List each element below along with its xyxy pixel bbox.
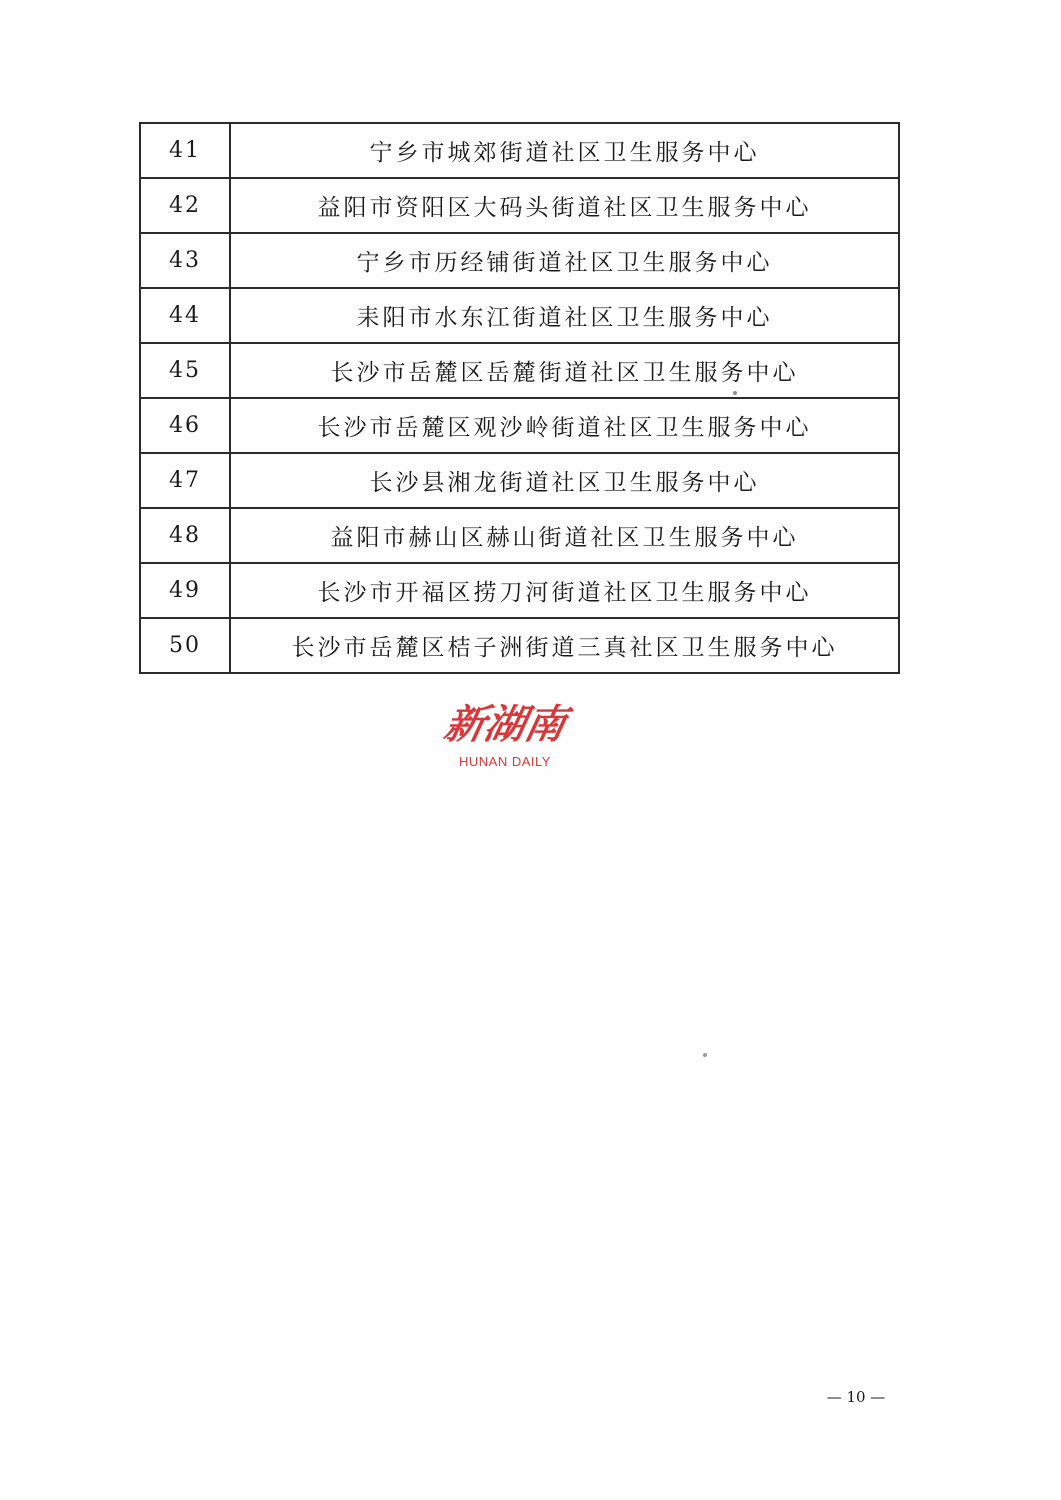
row-number: 42 [140, 178, 230, 233]
table-row [140, 508, 899, 563]
table-row [140, 288, 899, 343]
page-number: — 10 — [826, 1388, 886, 1406]
center-name: 益阳市资阳区大码头街道社区卫生服务中心 [230, 178, 899, 233]
table-row [140, 233, 899, 288]
watermark-logo-text: 新湖南 [440, 701, 571, 748]
table-row [140, 343, 899, 398]
row-number: 43 [140, 233, 230, 288]
row-number: 45 [140, 343, 230, 398]
center-name: 长沙市开福区捞刀河街道社区卫生服务中心 [230, 563, 899, 618]
row-number: 50 [140, 618, 230, 673]
hunan-daily-watermark-logo [430, 702, 580, 769]
center-name: 宁乡市城郊街道社区卫生服务中心 [230, 123, 899, 178]
center-name: 长沙市岳麓区桔子洲街道三真社区卫生服务中心 [230, 618, 899, 673]
row-number: 49 [140, 563, 230, 618]
scan-speck [703, 1053, 707, 1057]
center-name: 长沙市岳麓区观沙岭街道社区卫生服务中心 [230, 398, 899, 453]
watermark-logo-subtext: HUNAN DAILY [459, 754, 551, 769]
center-name: 耒阳市水东江街道社区卫生服务中心 [230, 288, 899, 343]
table-row [140, 453, 899, 508]
center-name: 宁乡市历经铺街道社区卫生服务中心 [230, 233, 899, 288]
row-number: 47 [140, 453, 230, 508]
health-center-table [139, 122, 900, 674]
row-number: 48 [140, 508, 230, 563]
table-row [140, 563, 899, 618]
row-number: 41 [140, 123, 230, 178]
row-number: 44 [140, 288, 230, 343]
center-name: 益阳市赫山区赫山街道社区卫生服务中心 [230, 508, 899, 563]
table-row [140, 618, 899, 673]
center-name: 长沙县湘龙街道社区卫生服务中心 [230, 453, 899, 508]
table-row [140, 398, 899, 453]
center-name: 长沙市岳麓区岳麓街道社区卫生服务中心 [230, 343, 899, 398]
scan-speck [733, 391, 737, 395]
row-number: 46 [140, 398, 230, 453]
table-row [140, 123, 899, 178]
table-row [140, 178, 899, 233]
